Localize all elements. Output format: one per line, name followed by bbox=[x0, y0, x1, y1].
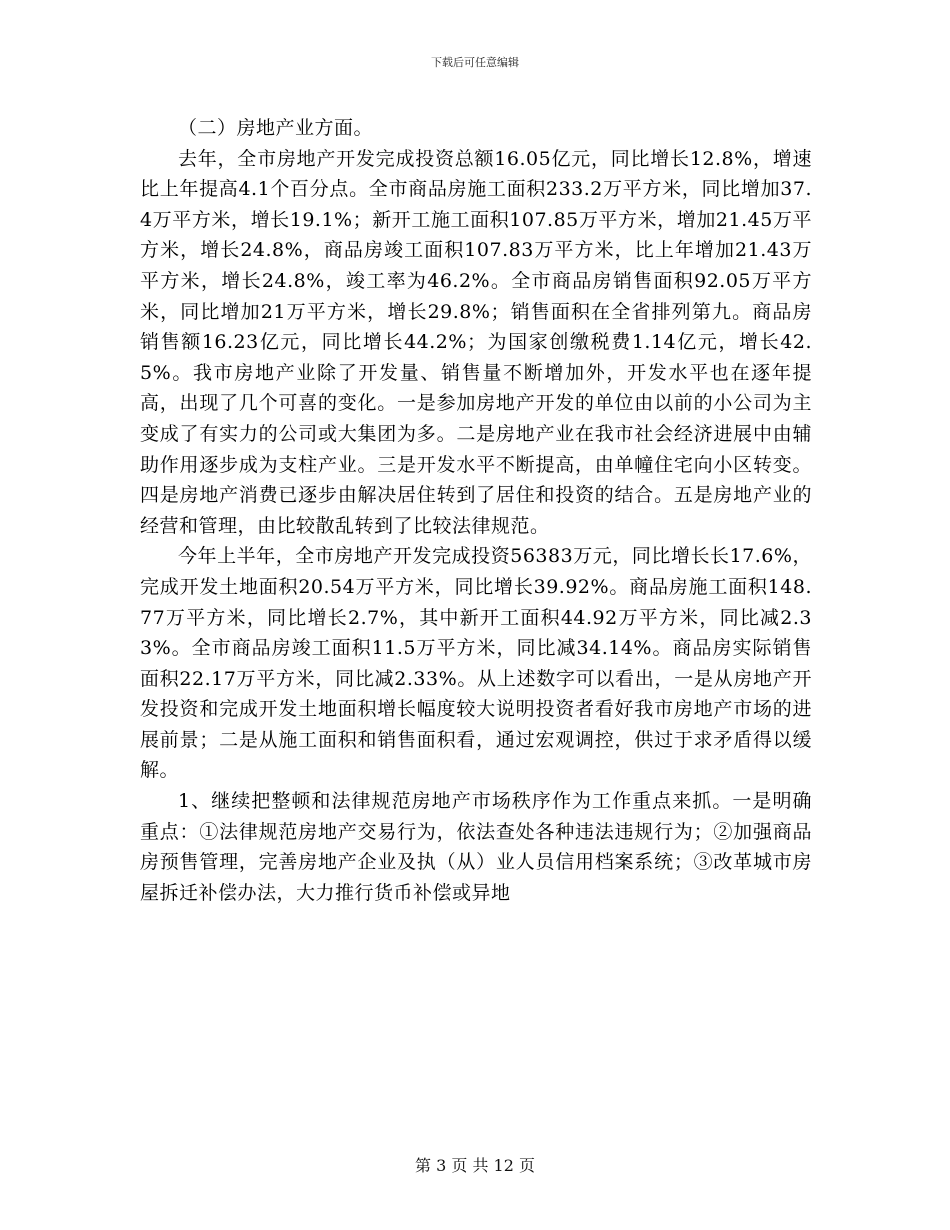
paragraph-item-1: 1、继续把整顿和法律规范房地产市场秩序作为工作重点来抓。一是明确重点：①法律规范房地产交易行为，依法查处各种违法违规行为；②加强商品房预售管理，完善房地产企业及执（从）业人员信用档案系统；③改革城市房屋拆迁补偿办法，大力推行货币补偿或异地 bbox=[140, 790, 812, 904]
page-header-note: 下载后可任意编辑 bbox=[431, 56, 519, 69]
document-body bbox=[140, 113, 812, 908]
section-heading: （二）房地产业方面。 bbox=[178, 117, 374, 139]
page-footer-number: 第 3 页 共 12 页 bbox=[415, 1156, 535, 1175]
paragraph-last-year: 去年，全市房地产开发完成投资总额16.05亿元，同比增长12.8%，增速比上年提高4.1个百分点。全市商品房施工面积233.2万平方米，同比增加37.4万平方米，增长19.1%；新开工施工面积107.85万平方米，增加21.45万平方米，增长24.8%，商品房竣工面积107.83万平方米，比上年增加21.43万平方米，增长24.8%，竣工率为46.2%。全市商品房销售面积92.05万平方米，同比增加21万平方米，增长29.8%；销售面积在全省排列第九。商品房销售额16.23亿元，同比增长44.2%；为国家创缴税费1.14亿元，增长42.5%。我市房地产业除了开发量、销售量不断增加外，开发水平也在逐年提高，出现了几个可喜的变化。一是参加房地产开发的单位由以前的小公司为主变成了有实力的公司或大集团为多。二是房地产业在我市社会经济进展中由辅助作用逐步成为支柱产业。三是开发水平不断提高，由单幢住宅向小区转变。四是房地产消费已逐步由解决居住转到了居住和投资的结合。五是房地产业的经营和管理，由比较散乱转到了比较法律规范。 bbox=[140, 147, 812, 537]
paragraph-first-half: 今年上半年，全市房地产开发完成投资56383万元，同比增长长17.6%，完成开发土地面积20.54万平方米，同比增长39.92%。商品房施工面积148.77万平方米，同比增长2.7%，其中新开工面积44.92万平方米，同比减2.33%。全市商品房竣工面积11.5万平方米，同比减34.14%。商品房实际销售面积22.17万平方米，同比减2.33%。从上述数字可以看出，一是从房地产开发投资和完成开发土地面积增长幅度较大说明投资者看好我市房地产市场的进展前景；二是从施工面积和销售面积看，通过宏观调控，供过于求矛盾得以缓解。 bbox=[140, 545, 812, 782]
